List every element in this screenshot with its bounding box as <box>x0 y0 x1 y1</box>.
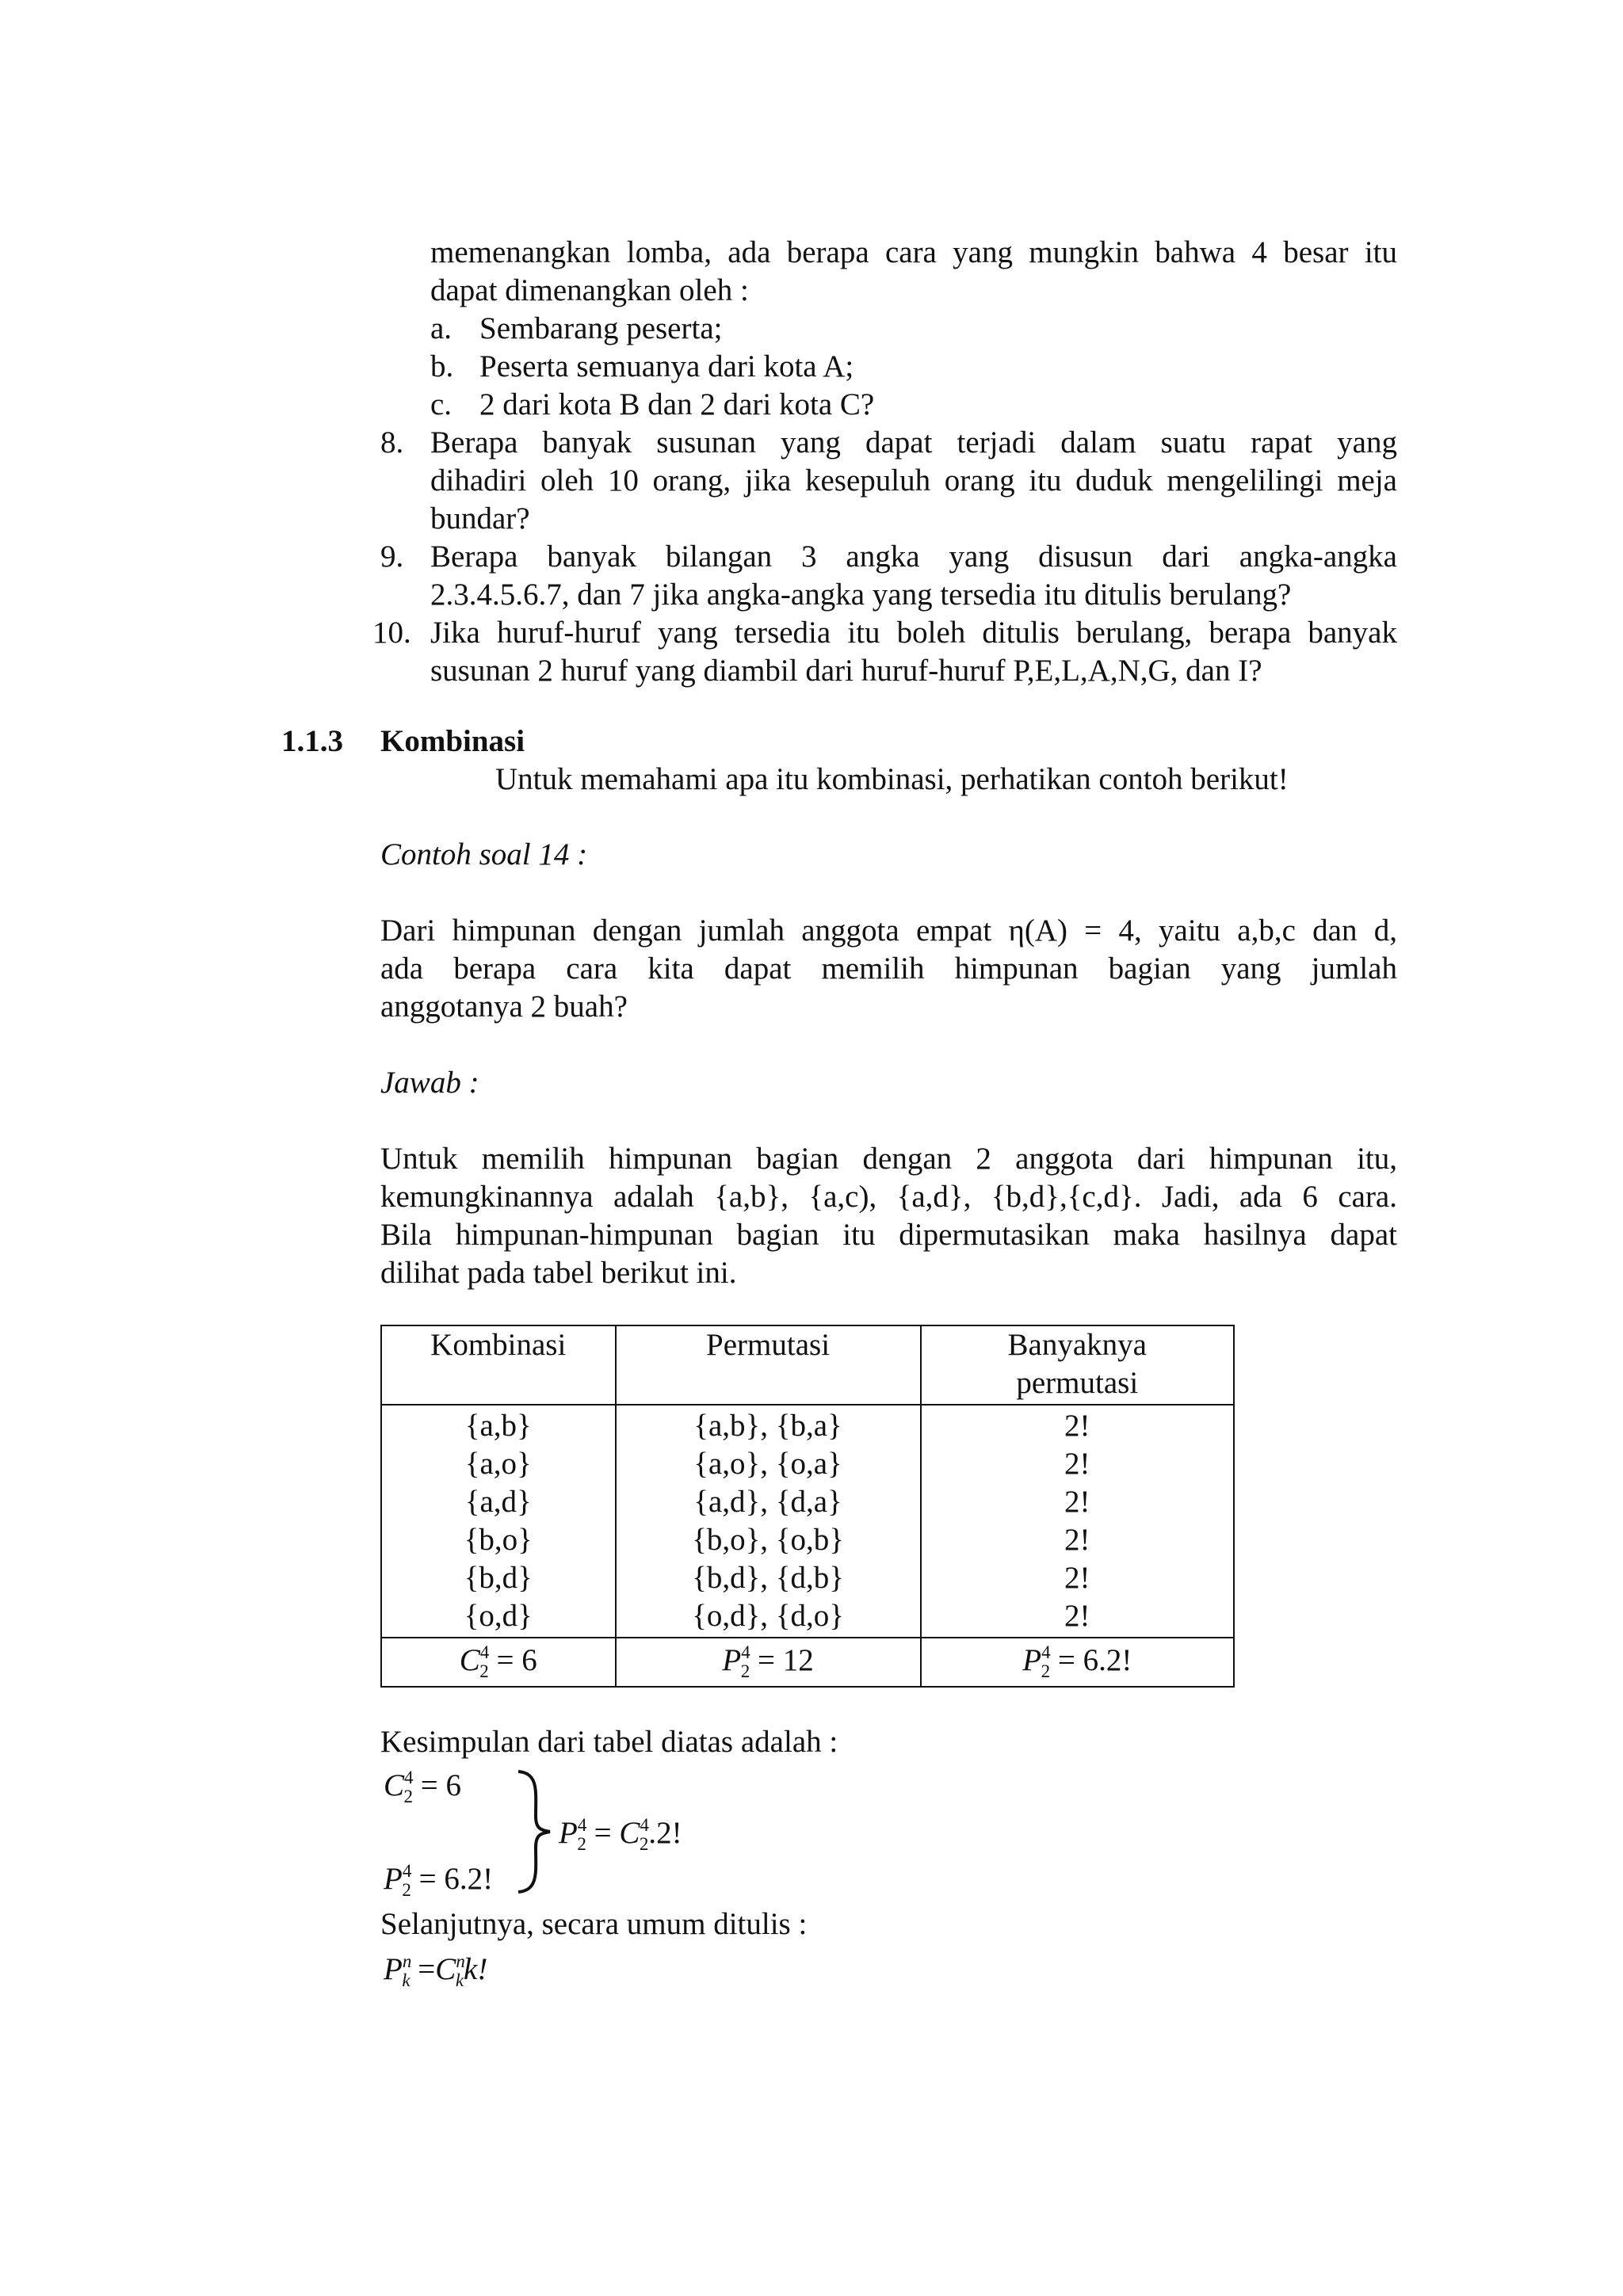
section-number: 1.1.3 <box>281 724 343 758</box>
question-10-number: 10. <box>372 616 411 650</box>
math-sub: 2 <box>1041 1661 1051 1681</box>
question-8-line-2: dihadiri oleh 10 orang, jika kesepuluh orang itu duduk mengelilingi meja <box>430 463 1397 498</box>
right-brace-icon <box>515 1768 555 1895</box>
conclusion-p-formula <box>384 1860 493 1902</box>
section-title: Kombinasi <box>380 724 525 758</box>
kombinasi-column <box>381 1405 616 1638</box>
math-p: P <box>1022 1642 1042 1677</box>
conclusion-c-formula <box>384 1767 461 1809</box>
sub-item-text-c: 2 dari kota B dan 2 dari kota C? <box>479 387 875 421</box>
table-cell: 2! <box>1064 1485 1090 1519</box>
table-cell: {a,o}, {o,a} <box>693 1447 842 1481</box>
math-value: = 6.2! <box>418 1862 494 1896</box>
sub-item-marker-a: a. <box>430 311 453 345</box>
example-question-line-2: ada berapa cara kita dapat memilih himpunan bagian yang jumlah <box>380 952 1397 986</box>
footer-combination-formula <box>381 1638 616 1687</box>
answer-label: Jawab : <box>380 1066 479 1100</box>
answer-line-2: kemungkinannya adalah {a,b}, {a,c), {a,d}, {b,d},{c,d}. Jadi, ada 6 cara. <box>380 1180 1397 1214</box>
header-banyaknya-text: Banyaknya permutasi <box>1007 1328 1147 1400</box>
combination-table <box>380 1325 1235 1688</box>
conclusion-result-formula <box>559 1814 682 1856</box>
question-9-line-1: Berapa banyak bilangan 3 angka yang disusun dari angka-angka <box>430 540 1397 574</box>
question-8-number: 8. <box>380 425 404 460</box>
question-10-line-2: susunan 2 huruf yang diambil dari huruf-huruf P,E,L,A,N,G, dan I? <box>430 654 1262 688</box>
math-sup: 4 <box>402 1861 412 1881</box>
question-9-line-2: 2.3.4.5.6.7, dan 7 jika angka-angka yang tersedia itu ditulis berulang? <box>430 578 1292 612</box>
table-cell: 2! <box>1064 1599 1090 1633</box>
footer-permutation-formula <box>616 1638 921 1687</box>
math-sup: 4 <box>640 1815 649 1835</box>
math-p: P <box>559 1816 578 1850</box>
intro-line-2: dapat dimenangkan oleh : <box>430 273 749 307</box>
table-cell: {a,d}, {d,a} <box>693 1485 842 1519</box>
math-p: P <box>384 1862 403 1896</box>
footer-permutation-factor-formula <box>921 1638 1234 1687</box>
question-8-line-1: Berapa banyak susunan yang dapat terjadi dalam suatu rapat yang <box>430 425 1397 460</box>
math-c: C <box>619 1816 640 1850</box>
math-sup: 4 <box>577 1815 587 1835</box>
math-sub: k <box>455 1970 464 1990</box>
sub-item-text-b: Peserta semuanya dari kota A; <box>479 349 854 383</box>
math-tail: k! <box>464 1952 488 1986</box>
answer-line-4: dilihat pada tabel berikut ini. <box>380 1256 737 1290</box>
math-sup: 4 <box>741 1642 750 1662</box>
general-formula <box>384 1951 487 1993</box>
math-value: = 6 <box>420 1768 462 1802</box>
header-banyaknya-permutasi <box>921 1325 1234 1405</box>
answer-line-1: Untuk memilih himpunan bagian dengan 2 anggota dari himpunan itu, <box>380 1142 1397 1176</box>
math-value: = 12 <box>757 1642 814 1677</box>
math-sub: 2 <box>639 1834 649 1854</box>
math-sub: k <box>402 1970 411 1990</box>
section-intro: Untuk memahami apa itu kombinasi, perhatikan contoh berikut! <box>495 762 1289 796</box>
example-label: Contoh soal 14 : <box>380 837 588 871</box>
math-sub: 2 <box>577 1834 586 1854</box>
math-sub: 2 <box>740 1661 750 1681</box>
math-sup: 4 <box>404 1768 414 1787</box>
table-cell: {a,b}, {b,a} <box>693 1409 842 1443</box>
math-sub: 2 <box>403 1787 414 1806</box>
sub-item-marker-b: b. <box>430 349 454 383</box>
example-question-line-3: anggotanya 2 buah? <box>380 990 628 1024</box>
math-p: P <box>722 1642 742 1677</box>
answer-line-3: Bila himpunan-himpunan bagian itu dipermutasikan maka hasilnya dapat <box>380 1218 1397 1252</box>
table-cell: {a,o} <box>464 1447 532 1481</box>
table-body-row <box>381 1405 1234 1638</box>
intro-line-1: memenangkan lomba, ada berapa cara yang mungkin bahwa 4 besar itu <box>430 235 1397 269</box>
math-sup: 4 <box>479 1642 490 1662</box>
table-cell: 2! <box>1064 1523 1090 1557</box>
math-sup: 4 <box>1041 1642 1051 1662</box>
math-value: .2! <box>648 1816 682 1850</box>
question-8-line-3: bundar? <box>430 502 530 536</box>
math-value: = 6.2! <box>1057 1642 1132 1677</box>
header-kombinasi: Kombinasi <box>381 1325 616 1405</box>
table-cell: 2! <box>1064 1561 1090 1595</box>
table-cell: 2! <box>1064 1447 1090 1481</box>
math-sup: n <box>456 1951 465 1971</box>
table-cell: {b,d} <box>464 1561 533 1595</box>
math-value: = 6 <box>496 1642 537 1677</box>
general-intro: Selanjutnya, secara umum ditulis : <box>380 1907 808 1941</box>
math-c: C <box>384 1768 405 1802</box>
math-equals: = <box>418 1952 436 1986</box>
math-equals: = <box>594 1816 612 1850</box>
question-9-number: 9. <box>380 540 404 574</box>
table-cell: 2! <box>1064 1409 1090 1443</box>
table-cell: {a,d} <box>464 1485 532 1519</box>
table-cell: {o,d}, {d,o} <box>692 1599 844 1633</box>
math-c: C <box>459 1642 480 1677</box>
sub-item-marker-c: c. <box>430 387 453 421</box>
math-sub: 2 <box>402 1880 411 1900</box>
sub-item-text-a: Sembarang peserta; <box>479 311 723 345</box>
question-10-line-1: Jika huruf-huruf yang tersedia itu boleh ditulis berulang, berapa banyak <box>430 616 1397 650</box>
table-cell: {b,o} <box>464 1523 533 1557</box>
header-permutasi: Permutasi <box>616 1325 921 1405</box>
table-header-row <box>381 1325 1234 1405</box>
table-footer-row <box>381 1638 1234 1687</box>
table-cell: {b,d}, {d,b} <box>692 1561 844 1595</box>
table-cell: {b,o}, {o,b} <box>692 1523 844 1557</box>
math-p: P <box>384 1952 403 1986</box>
table-cell: {a,b} <box>464 1409 532 1443</box>
table-cell: {o,d} <box>464 1599 533 1633</box>
math-sup: n <box>402 1951 412 1971</box>
math-c: C <box>435 1952 456 1986</box>
conclusion-intro: Kesimpulan dari tabel diatas adalah : <box>380 1725 838 1759</box>
math-sub: 2 <box>479 1661 489 1681</box>
permutasi-column <box>616 1405 921 1638</box>
example-question-line-1: Dari himpunan dengan jumlah anggota empat η(A) = 4, yaitu a,b,c dan d, <box>380 913 1397 948</box>
banyaknya-column <box>921 1405 1234 1638</box>
